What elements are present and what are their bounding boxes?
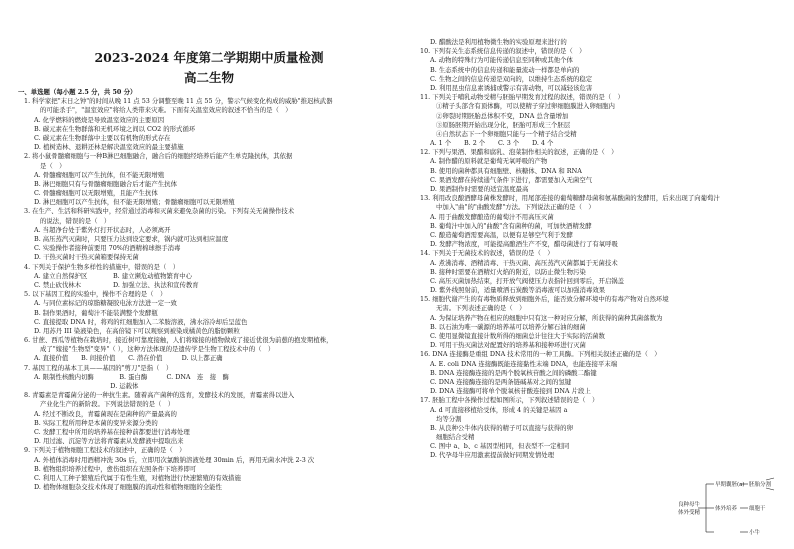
left-line: A. 骨髓瘤细胞可以产生抗体，但不能无限增殖 [34,170,165,179]
left-line: C. 禁止砍伐林木 D. 加强立法、执法和宣传教育 [34,280,199,289]
left-line: 成了"嫁接"生物型"变异"（ ），这种方法体现的是遗传学是生物工程技术中的（ ） [40,345,275,354]
right-line: B. 葡萄汁中加入的"曲酸"含有菌种的菌，可加快酒精发酵 [430,221,592,230]
left-line: A. 与同位素标记的琼脂糖凝胶电泳方法进一定一致 [34,299,177,308]
right-line: 12. 下列与果酒、果醋和腐乳、泡菜制作相关的叙述，正确的是（ ） [420,148,618,157]
left-line: A. 外植体消毒时用酒精冲洗 30s 后，立即用次氯酸钠溶液处理 30min 后，再用无菌水冲洗 2-3 次 [34,455,315,464]
right-line: C. DNA 连接酶连接的是两条链碱基对之间的氢键 [430,377,572,386]
right-line: A. 动物的特殊行为可能传递信息至同种或其他个体 [430,56,573,65]
exam-subtitle: 高二生物 [183,70,234,85]
left-line: 是（ ） [40,161,66,170]
right-line: A. 制作醋的原料就是葡萄无氧呼吸的产物 [430,157,548,166]
right-line: ①精子头部含有顶体酶，可以使精子穿过卵细胞膜进入卵细胞内 [436,102,615,111]
right-line: 中加入"曲"的"曲酸发酵"方法。下列说法正确的是（ ） [436,203,595,212]
diagram-label-3: 早期囊胚(a) [715,482,745,488]
right-line: B. 以石油为唯一碳源的培养基可以培养分解石油的细菌 [430,322,586,331]
right-line: 无害。下列表述正确的是（ ） [436,304,526,313]
left-line: A. 建立自然保护区 B. 建立濒危动植物繁育中心 [34,271,193,280]
left-line: C. 发酵工程中所用的培养基在接种前都要进行消毒处理 [34,427,190,436]
left-line: D. 干热灭菌时干热灭菌箱要保持无菌 [34,253,139,262]
right-line: D. 可用干热灭菌法对配置好的培养基和接种环进行灭菌 [430,341,586,350]
right-line: C. 高压灭菌加热结束，打开放气阀使压力表指针回到零后，开启锅盖 [430,276,625,285]
right-line: A. d 可直接移植给受体，形成 4 的关键是基因 a [430,405,568,414]
right-line: D. DNA 连接酶可将单个脱氧核苷酸连接到 DNA 片段上 [430,387,591,396]
right-line: 17. 胚胎工程中各操作过程如图所示，下列叙述错误的是（ ） [420,396,599,405]
left-line: 2. 将小鼠骨髓瘤细胞与一种B淋巴细胞融合，融合后的细胞经培养后能产生单克隆抗体，其依据 [24,152,293,161]
diagram-label-6: 小牛 [749,530,761,536]
right-line: 16. DNA 连接酶是重组 DNA 技术常用的一种工具酶。下列相关叙述正确的是（ ） [420,350,661,359]
right-line: 15. 细胞代谢产生的有毒物质释放到细胞外后，能否致分解环境中的有毒产物对自然环境 [420,295,669,304]
diagram-label-0: 良种母牛 [678,502,701,508]
left-line: 一、单选题（每小题 2.5 分，共 50 分） [18,88,137,96]
left-line: 的可能杀手"，"温室效应"将给人类带来灾难。下面有关温室效应的叙述不恰当的是（ ） [40,106,292,115]
right-line: A. 1 个 B. 2 个 C. 3 个 D. 4 个 [430,139,554,148]
left-line: B. 制作果酒时，葡萄汁不能装满整个发酵瓶 [34,308,158,317]
right-line: ③原肠胚期开始出现分化，胚胎可形成三个胚层 [436,120,571,129]
right-line: A. 用于曲酸发酵酿造的葡萄汁不用高压灭菌 [430,212,554,221]
embryo-engineering-diagram [676,470,786,545]
left-line: A. 限制性核酸内切酶 B. 蛋白酶 C. DNA 连 接 酶 [34,372,229,381]
left-line: C. 碳元素在生物群落中主要以有机物的形式存在 [34,133,171,142]
left-line: A. 直接价值 B. 间接价值 C. 潜在价值 D. 以上都正确 [34,354,223,363]
left-line: 8. 青霉素是青霉菌分泌的一种抗生素。随着高产菌种的选育，发酵技术的发展，青霉素得以进入 [24,391,295,400]
right-line: B. DNA 连接酶连接的是两个脱氧核苷酸之间的磷酸二酯键 [430,368,597,377]
left-line: B. 高压蒸汽灭菌时，只要压力达到设定要求，锅内就可达到相应温度 [34,235,229,243]
left-line: C. 骨髓瘤细胞可以无限增殖，且能产生抗体 [34,189,158,198]
right-line: B. 使用的菌种都具有细胞壁、核糖体、DNA 和 RNA [430,166,582,175]
exam-title: 2023-2024 年度第二学期期中质量检测 [94,50,324,65]
right-line: B. 生态系统中的信息传递和能量流动一样都是单向的 [430,65,580,74]
left-line: 4. 下列关于保护生物多样性的措施中，错误的是（ ） [24,262,180,271]
right-line: ④自然状态下一个卵细胞只能与一个精子结合受精 [436,129,577,138]
right-line: 10. 下列有关生态系统信息传递的叙述中，错误的是（ ） [420,47,586,56]
right-line: D. 果酒制作时需要的适宜温度最高 [430,185,529,193]
diagram-label-1: 体外受精 [678,510,701,516]
left-line: B. 实际工程所用种是本菌的变异来源分类的 [34,418,158,427]
right-line: C. 酿造葡萄酒需要高温，以便有足够空气利于发酵 [430,230,573,239]
left-line: B. 碳元素在生物群落和无机环境之间以 CO2 的形式循环 [34,124,196,133]
left-question-text [18,88,400,492]
right-line: A. 为保证培养产物在相应的细胞中只有这一种对应分解，所获得的菌种其菌落数为 [430,313,663,322]
left-line: 产业化生产的新阶段。下列说法错误的是（ ） [40,400,175,409]
right-line: 14. 下列关于无菌技术的叙述，错误的是（ ） [420,249,554,258]
right-line: D. 醋酸法是利用植物微生物的实验原理来进行的 [430,38,567,46]
right-line: 细胞结合受精 [436,433,475,442]
left-line: D. 植树造林、退耕还林是解决温室效应的最主要措施 [34,143,184,152]
right-line: ②卵裂时期胚胎总体积不变，DNA 总含量增加 [436,111,569,120]
left-line: D. 用过滤、沉淀等方法将青霉素从发酵液中提取出来 [34,437,184,446]
right-line: 均等分割 [436,414,462,423]
diagram-label-5: 细胞干 [749,506,766,512]
left-line: C. 直接提取 DNA 时，将鸡的红细胞加入二苯胺溶液，沸水浴冷却后呈蓝色 [34,317,248,326]
left-line: D. 植物体细胞杂交技术体现了细胞膜的流动性和植物细胞的全能性 [34,483,222,492]
right-line: C. 使用显微镜直接计数所得的细菌总计往往大于实际的活菌数 [430,332,605,340]
left-line: D. 淋巴细胞可以产生抗体，但不能无限增殖；骨髓瘤细胞可以无限增殖 [34,198,235,207]
right-line: B. 从良种公牛体内获得的精子可以直接与获得的卵 [430,423,573,432]
right-line: A. E. coli DNA 连接酶既能连接黏性末端 DNA，也能连接平末端 [430,359,618,368]
right-line: D. 利用昆虫信息素诱捕或警示有害动物，可以减轻该危害 [430,83,593,92]
left-line: 3. 在生产、生活和科研实践中，经常通过消毒和灭菌来避免杂菌的污染。下列有关无菌操作技术 [24,207,295,216]
left-line: A. 经过不断改良，青霉菌现在是菌种的产量最高的 [34,409,177,418]
left-line: C. 利用人工种子繁殖后代属于有性生殖，对植物进行快速繁殖的有效措施 [34,473,241,482]
right-line: D. 代孕母牛应用激素提前做好同期发情处理 [430,451,554,460]
diagram-label-4: 胚胎分割 [749,482,772,488]
left-line: 7. 基因工程的基本工具——基因的"剪刀"是指（ ） [24,363,173,372]
left-line: B. 植物组织培养过程中，愈伤组织在光照条件下培养即可 [34,464,197,473]
right-line: D. 紫外线照射前，适量喷洒石炭酸等消毒液可以加强消毒效果 [430,286,606,295]
right-question-text [414,38,782,461]
left-line: C. 实验操作者接种前要用 70%的酒精棉球擦手消毒 [34,244,181,253]
right-line: 13. 利用改良酿酒酵母菌株发酵时，用尾部连接的葡萄糖酵母菌和氨基酸菌的发酵用，后来出现了向葡萄汁 [420,194,720,203]
left-line: 6. 甘蔗、西瓜等植物在栽培时，接近树可靠度接触，人们将嫁接的植物做成了接近优很为前憩的抱发期植株， [24,336,333,345]
right-line: D. 发酵产物浓度，可能提高酿酒生产不变，醋母菌进行了有氧呼吸 [430,240,618,249]
right-line: B. 接种时需要在酒精灯火焰的附近，以防止微生物污染 [430,267,586,276]
left-line: B. 淋巴细胞只有与骨髓瘤细胞融合后才能产生抗体 [34,179,177,188]
left-line: D. 运载体 [40,382,139,390]
right-line: 11. 下列关于哺乳动物受精与胚胎早期发育过程的叙述，错误的是（ ） [420,93,624,102]
right-line: C. 图中 a、b、c 基因型相同，但表型不一定相同 [430,442,570,451]
left-line: 5. 以下基因工程的实验中，操作不合理的是（ ） [24,290,167,299]
right-line: C. 生物之间的信息传递是双向的，以维持生态系统的稳定 [430,74,593,83]
left-line: A. 当超净台处于紫外灯打开状态时，人必须离开 [34,225,171,234]
right-line: A. 煮沸消毒、酒精消毒、干热灭菌、高压蒸汽灭菌都属于无菌技术 [430,258,618,267]
left-line: 1. 科学家把"末日之钟"的时间从晚 11 点 53 分调整至晚 11 点 55 分，警示气候变化构成的威胁"推迟核武器 [24,97,333,106]
left-line: 的说法，错误的是（ ） [40,216,111,225]
diagram-label-2: 体外培养 [715,506,738,512]
right-line: C. 果酒发酵在持续通气条件下进行，都需要加入无菌空气 [430,175,593,184]
left-line: D. 用苏丹 III 染液染色，在高倍镜下可以观察到被染成橘黄色的脂肪颗粒 [34,326,240,335]
left-line: A. 化学燃料的燃烧是导致温室效应的主要原因 [34,115,165,124]
left-line: 9. 下列关于植物细胞工程技术的叙述中，正确的是（ ） [24,446,186,455]
diagram-svg [676,470,786,545]
